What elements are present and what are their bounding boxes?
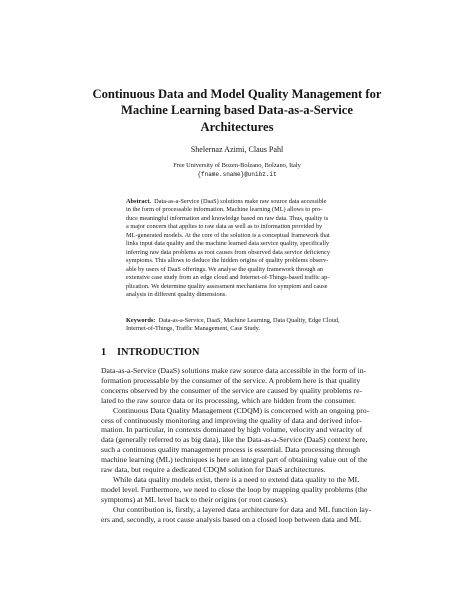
abstract-line: extensive case study from an edge cloud and Internet-of-Things-based traffic ap- [126,274,330,282]
body-line: machine learning (ML) techniques is here an integral part of obtaining value out of the [101,455,368,465]
affiliation-block [92,162,382,179]
paragraph [101,366,375,406]
section-title: INTRODUCTION [117,347,200,358]
section-number: 1 [101,347,107,358]
abstract-line: inferring raw data problems as root causes from observed data service deficiency [126,248,331,256]
body-line: formation processable by the consumer of the service. A problem here is that quality [101,375,361,385]
abstract-line [126,198,348,206]
body-line: raw data, but require a dedicated CDQM solution for DaaS architectures. [101,465,326,475]
abstract-label: Abstract. [126,198,152,205]
introduction-body [101,366,375,525]
keywords-label: Keywords: [126,317,156,324]
section-heading [101,347,199,359]
abstract-line: symptoms. This allows to deduce the hidden origins of quality problems observ- [126,257,329,265]
paragraph [101,406,375,475]
body-line: symptoms) at ML level back to their origins (or root causes). [101,494,288,504]
body-line: mation. In particular, in contexts dominated by high volume, velocity and veracity of [101,425,363,435]
abstract-line: plication. We determine quality assessment mechanisms for symptom and cause [126,282,328,290]
abstract-line: analysis in different quality dimensions. [126,290,227,298]
body-line: Continuous Data Quality Management (CDQM) is concerned with an ongoing pro- [113,405,370,415]
title-line: Continuous Data and Model Quality Management for [92,87,382,101]
paragraph [101,505,375,525]
body-line: lated to the raw source data or its processing, which are hidden from the consumer. [101,395,356,405]
abstract [126,198,348,299]
abstract-line: in the form of processable information. Machine learning (ML) allows to pro- [126,206,323,214]
keywords-first-text: Data-as-a-Service, DaaS, Machine Learning, Data Quality, Edge Cloud, [158,317,340,324]
authors: Shelernaz Azimi, Claus Pahl [190,145,284,154]
abstract-line: a major concern that applies to raw data as well as to information provided by [126,223,323,231]
abstract-first-text: Data-as-a-Service (DaaS) solutions make raw source data accessible [154,198,327,205]
abstract-line: links input data quality and the machine learned data service quality, specifically [126,240,330,248]
keywords-line: Internet-of-Things, Traffic Management, Case Study. [126,325,260,333]
body-line: data (generally referred to as big data), like the Data-as-a-Service (DaaS) context here, [101,435,368,445]
keywords [126,317,348,334]
paper-title [92,86,382,135]
title-line: Architectures [200,119,274,134]
abstract-line: duce meaningful information and knowledge based on raw data. Thus, quality is [126,214,329,222]
affiliation: Free University of Bozen-Bolzano, Bolzano, Italy [173,162,301,169]
title-line: Machine Learning based Data-as-a-Service [121,103,353,118]
abstract-line: ML-generated models. At the core of the solution is a conceptual framework that [126,231,330,239]
body-line: ers and, secondly, a root cause analysis based on a closed loop between data and ML [101,514,362,524]
abstract-line: able by users of DaaS offerings. We analyse the quality framework through an [126,265,324,273]
body-line: Our contribution is, firstly, a layered data architecture for data and ML function lay- [113,504,372,514]
body-line: model level. Furthermore, we need to close the loop by mapping quality problems (the [101,484,368,494]
body-line: cess of continuously monitoring and improving the quality of data and derived infor- [101,415,362,425]
body-line: such a continuous quality management process is essential. Data processing through [101,445,360,455]
body-line: While data quality models exist, there is a need to extend data quality to the ML [113,474,360,484]
email: {fname.sname}@unibz.it [197,170,277,178]
paragraph [101,475,375,505]
body-line: Data-as-a-Service (DaaS) solutions make raw source data accessible in the form of in- [101,366,367,375]
keywords-line [126,317,348,325]
body-line: concerns observed by the consumer of the service are caused by quality problems re- [101,385,363,395]
